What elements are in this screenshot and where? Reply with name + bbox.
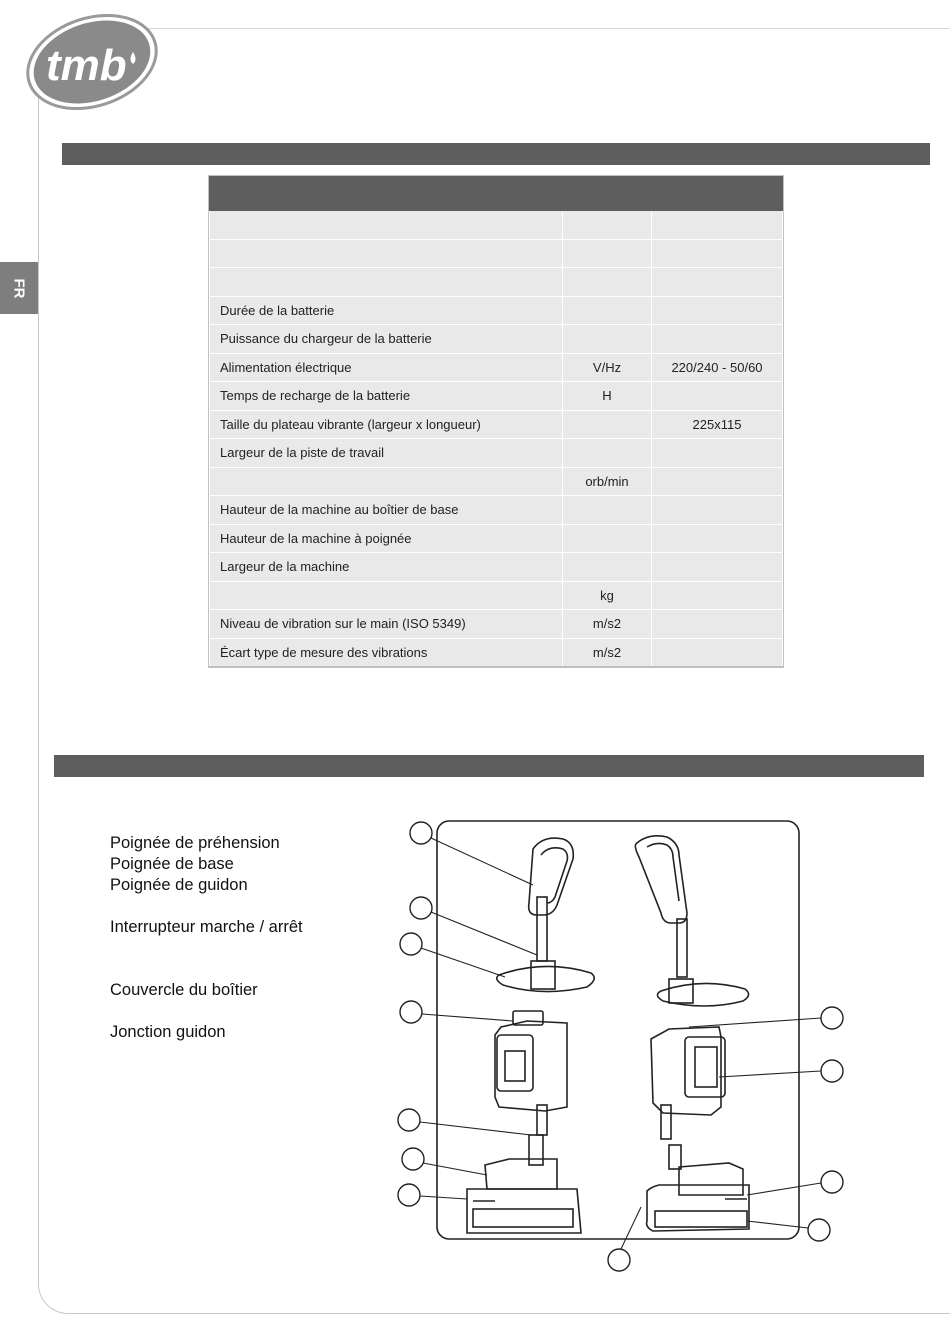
- spec-value-cell: [652, 239, 783, 268]
- spec-unit-cell: [563, 496, 652, 525]
- spec-label-cell: Largeur de la piste de travail: [210, 439, 563, 468]
- spec-label-cell: [210, 239, 563, 268]
- spec-label-cell: Puissance du chargeur de la batterie: [210, 325, 563, 354]
- spec-value-cell: [652, 610, 783, 639]
- table-row: [210, 496, 783, 525]
- callout-marker: [398, 1184, 420, 1206]
- spec-label-cell: Durée de la batterie: [210, 296, 563, 325]
- spec-label-cell: [210, 211, 563, 240]
- spec-value-cell: [652, 382, 783, 411]
- spec-label-cell: [210, 581, 563, 610]
- table-row: [210, 239, 783, 268]
- language-tab: [0, 262, 38, 314]
- table-row: [210, 638, 783, 667]
- spec-unit-cell: [563, 296, 652, 325]
- machine-back-view: [635, 836, 749, 1231]
- callout-marker: [808, 1219, 830, 1241]
- table-row: [210, 467, 783, 496]
- legend-item: Couvercle du boîtier: [110, 981, 258, 999]
- table-row: [210, 382, 783, 411]
- spec-unit-cell: [563, 524, 652, 553]
- spec-label-cell: Hauteur de la machine au boîtier de base: [210, 496, 563, 525]
- callout-marker: [400, 933, 422, 955]
- spec-unit-cell: [563, 553, 652, 582]
- spec-value-cell: 220/240 - 50/60: [652, 353, 783, 382]
- table-header-row: [210, 177, 783, 211]
- header-cell: [210, 177, 563, 211]
- spec-value-cell: [652, 524, 783, 553]
- spec-unit-cell: [563, 211, 652, 240]
- spec-value-cell: [652, 638, 783, 667]
- callout-marker: [821, 1171, 843, 1193]
- spec-unit-cell: V/Hz: [563, 353, 652, 382]
- table-row: [210, 296, 783, 325]
- spec-label-cell: Écart type de mesure des vibrations: [210, 638, 563, 667]
- legend-item: Poignée de préhension: [110, 834, 280, 852]
- legend-item: Poignée de guidon: [110, 876, 248, 894]
- callout-marker: [400, 1001, 422, 1023]
- header-cell: [652, 177, 783, 211]
- spec-value-cell: [652, 211, 783, 240]
- table-row: [210, 353, 783, 382]
- callout-marker: [410, 822, 432, 844]
- spec-value-cell: [652, 268, 783, 297]
- legend-item: Interrupteur marche / arrêt: [110, 918, 303, 936]
- table-row: [210, 325, 783, 354]
- machine-front-view: [467, 838, 594, 1233]
- spec-label-cell: Hauteur de la machine à poignée: [210, 524, 563, 553]
- spec-label-cell: Taille du plateau vibrante (largeur x longueur): [210, 410, 563, 439]
- spec-value-cell: [652, 439, 783, 468]
- logo-text: tmb: [46, 41, 127, 90]
- spec-unit-cell: m/s2: [563, 638, 652, 667]
- spec-unit-cell: [563, 325, 652, 354]
- callout-marker: [398, 1109, 420, 1131]
- spec-value-cell: 225x115: [652, 410, 783, 439]
- spec-value-cell: [652, 496, 783, 525]
- callout-leaders: [420, 838, 821, 1249]
- callout-marker: [821, 1007, 843, 1029]
- callout-marker: [821, 1060, 843, 1082]
- legend-item: Jonction guidon: [110, 1023, 226, 1041]
- spec-unit-cell: [563, 268, 652, 297]
- table-row: [210, 581, 783, 610]
- table-row: [210, 211, 783, 240]
- spec-value-cell: [652, 296, 783, 325]
- spec-unit-cell: m/s2: [563, 610, 652, 639]
- spec-unit-cell: kg: [563, 581, 652, 610]
- diagram-frame: [437, 821, 799, 1239]
- table-row: [210, 610, 783, 639]
- callout-marker: [402, 1148, 424, 1170]
- table-row: [210, 524, 783, 553]
- tmb-logo: [22, 8, 162, 112]
- spec-unit-cell: orb/min: [563, 467, 652, 496]
- spec-label-cell: Largeur de la machine: [210, 553, 563, 582]
- spec-value-cell: [652, 553, 783, 582]
- table-row: [210, 268, 783, 297]
- section-header-specs: [62, 143, 930, 165]
- callout-marker: [608, 1249, 630, 1271]
- section-header-parts: [54, 755, 924, 777]
- callout-marker: [410, 897, 432, 919]
- spec-unit-cell: H: [563, 382, 652, 411]
- spec-label-cell: Alimentation électrique: [210, 353, 563, 382]
- spec-label-cell: [210, 268, 563, 297]
- spec-value-cell: [652, 467, 783, 496]
- table-row: [210, 410, 783, 439]
- header-cell: [563, 177, 652, 211]
- machine-diagram: [395, 815, 855, 1275]
- spec-value-cell: [652, 325, 783, 354]
- spec-label-cell: Temps de recharge de la batterie: [210, 382, 563, 411]
- spec-unit-cell: [563, 239, 652, 268]
- spec-value-cell: [652, 581, 783, 610]
- spec-unit-cell: [563, 439, 652, 468]
- language-tab-label: FR: [10, 278, 28, 298]
- specifications-table: [209, 176, 783, 667]
- spec-unit-cell: [563, 410, 652, 439]
- spec-label-cell: Niveau de vibration sur le main (ISO 5349): [210, 610, 563, 639]
- table-row: [210, 553, 783, 582]
- spec-label-cell: [210, 467, 563, 496]
- table-row: [210, 439, 783, 468]
- legend-item: Poignée de base: [110, 855, 234, 873]
